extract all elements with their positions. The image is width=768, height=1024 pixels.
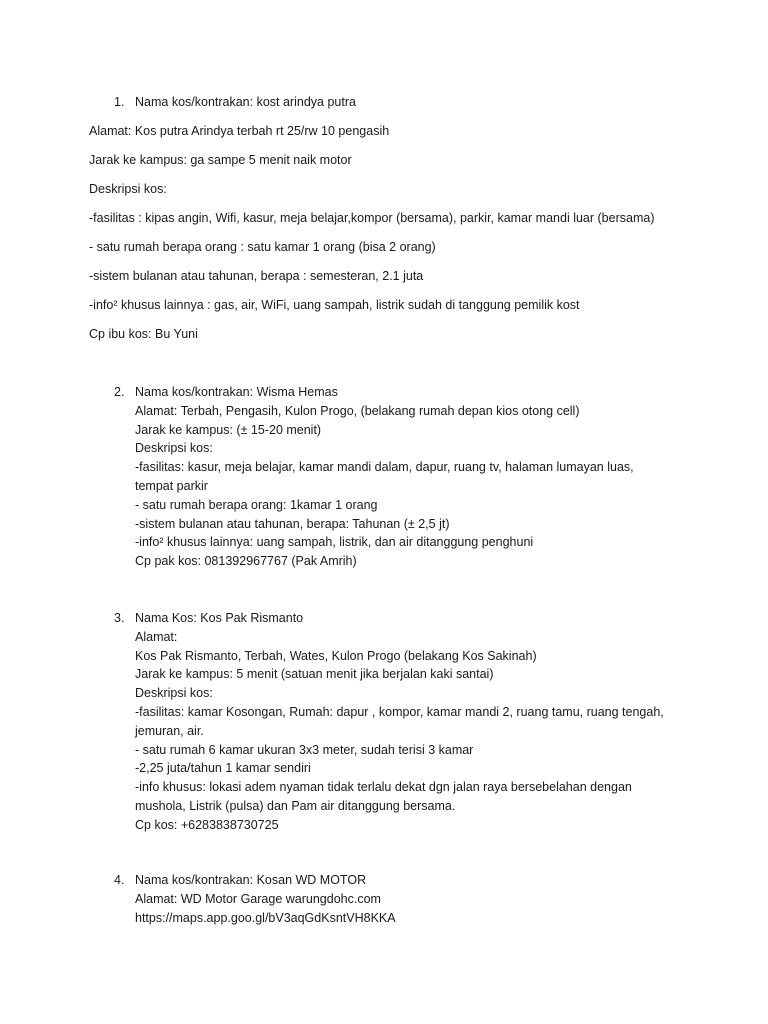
- entry-3-fasilitas-cont: jemuran, air.: [135, 723, 204, 738]
- entry-2-sistem: -sistem bulanan atau tahunan, berapa: Tahunan (± 2,5 jt): [135, 516, 450, 531]
- entry-3-number: 3.: [114, 611, 125, 625]
- entry-1-info: -info² khusus lainnya : gas, air, WiFi, uang sampah, listrik sudah di tanggung pemilik kost: [89, 298, 580, 312]
- entry-4-nama: Nama kos/kontrakan: Kosan WD MOTOR: [135, 873, 367, 887]
- entry-1-deskripsi: Deskripsi kos:: [89, 182, 167, 196]
- entry-3-harga: -2,25 juta/tahun 1 kamar sendiri: [135, 761, 311, 776]
- entry-3-cp: Cp kos: +6283838730725: [135, 817, 279, 832]
- entry-3-fasilitas: -fasilitas: kamar Kosongan, Rumah: dapur , kompor, kamar mandi 2, ruang tamu, ruang tengah,: [135, 704, 664, 719]
- entry-1-satu-rumah: - satu rumah berapa orang : satu kamar 1 orang (bisa 2 orang): [89, 240, 436, 254]
- entry-2-block: [135, 383, 695, 571]
- entry-1-nama: Nama kos/kontrakan: kost arindya putra: [135, 95, 356, 109]
- entry-2-number: 2.: [114, 385, 125, 399]
- entry-3-alamat-label: Alamat:: [135, 629, 178, 644]
- entry-3-alamat: Kos Pak Rismanto, Terbah, Wates, Kulon Progo (belakang Kos Sakinah): [135, 648, 537, 663]
- entry-4-number: 4.: [114, 873, 125, 887]
- entry-4-alamat: Alamat: WD Motor Garage warungdohc.com: [135, 891, 381, 906]
- entry-2-satu-rumah: - satu rumah berapa orang: 1kamar 1 orang: [135, 497, 378, 512]
- entry-3-deskripsi: Deskripsi kos:: [135, 686, 213, 701]
- entry-2-deskripsi: Deskripsi kos:: [135, 441, 213, 456]
- entry-1-fasilitas: -fasilitas : kipas angin, Wifi, kasur, meja belajar,kompor (bersama), parkir, kamar mandi luar (bersama): [89, 211, 655, 225]
- entry-3-satu-rumah: - satu rumah 6 kamar ukuran 3x3 meter, sudah terisi 3 kamar: [135, 742, 474, 757]
- entry-2-fasilitas: -fasilitas: kasur, meja belajar, kamar mandi dalam, dapur, ruang tv, halaman lumayan luas,: [135, 460, 634, 475]
- entry-2-alamat: Alamat: Terbah, Pengasih, Kulon Progo, (belakang rumah depan kios otong cell): [135, 403, 580, 418]
- entry-3-jarak: Jarak ke kampus: 5 menit (satuan menit jika berjalan kaki santai): [135, 667, 494, 682]
- entry-2-jarak: Jarak ke kampus: (± 15-20 menit): [135, 422, 322, 437]
- entry-1-number: 1.: [114, 95, 125, 109]
- entry-4-block: [135, 871, 695, 927]
- entry-1-sistem: -sistem bulanan atau tahunan, berapa : semesteran, 2.1 juta: [89, 269, 424, 283]
- entry-1-alamat: Alamat: Kos putra Arindya terbah rt 25/rw 10 pengasih: [89, 124, 390, 138]
- entry-2-info: -info² khusus lainnya: uang sampah, listrik, dan air ditanggung penghuni: [135, 535, 534, 550]
- entry-3-info-cont: mushola, Listrik (pulsa) dan Pam air ditanggung bersama.: [135, 798, 456, 813]
- entry-4-map-link[interactable]: https://maps.app.goo.gl/bV3aqGdKsntVH8KKA: [135, 910, 396, 925]
- entry-1-cp: Cp ibu kos: Bu Yuni: [89, 327, 198, 341]
- entry-3-info: -info khusus: lokasi adem nyaman tidak terlalu dekat dgn jalan raya bersebelahan dengan: [135, 780, 632, 795]
- entry-3-nama: Nama Kos: Kos Pak Rismanto: [135, 611, 304, 625]
- entry-2-nama: Nama kos/kontrakan: Wisma Hemas: [135, 385, 338, 399]
- entry-2-cp: Cp pak kos: 081392967767 (Pak Amrih): [135, 554, 357, 569]
- entry-1-jarak: Jarak ke kampus: ga sampe 5 menit naik motor: [89, 153, 352, 167]
- entry-3-block: [135, 609, 695, 835]
- entry-2-fasilitas-cont: tempat parkir: [135, 478, 208, 493]
